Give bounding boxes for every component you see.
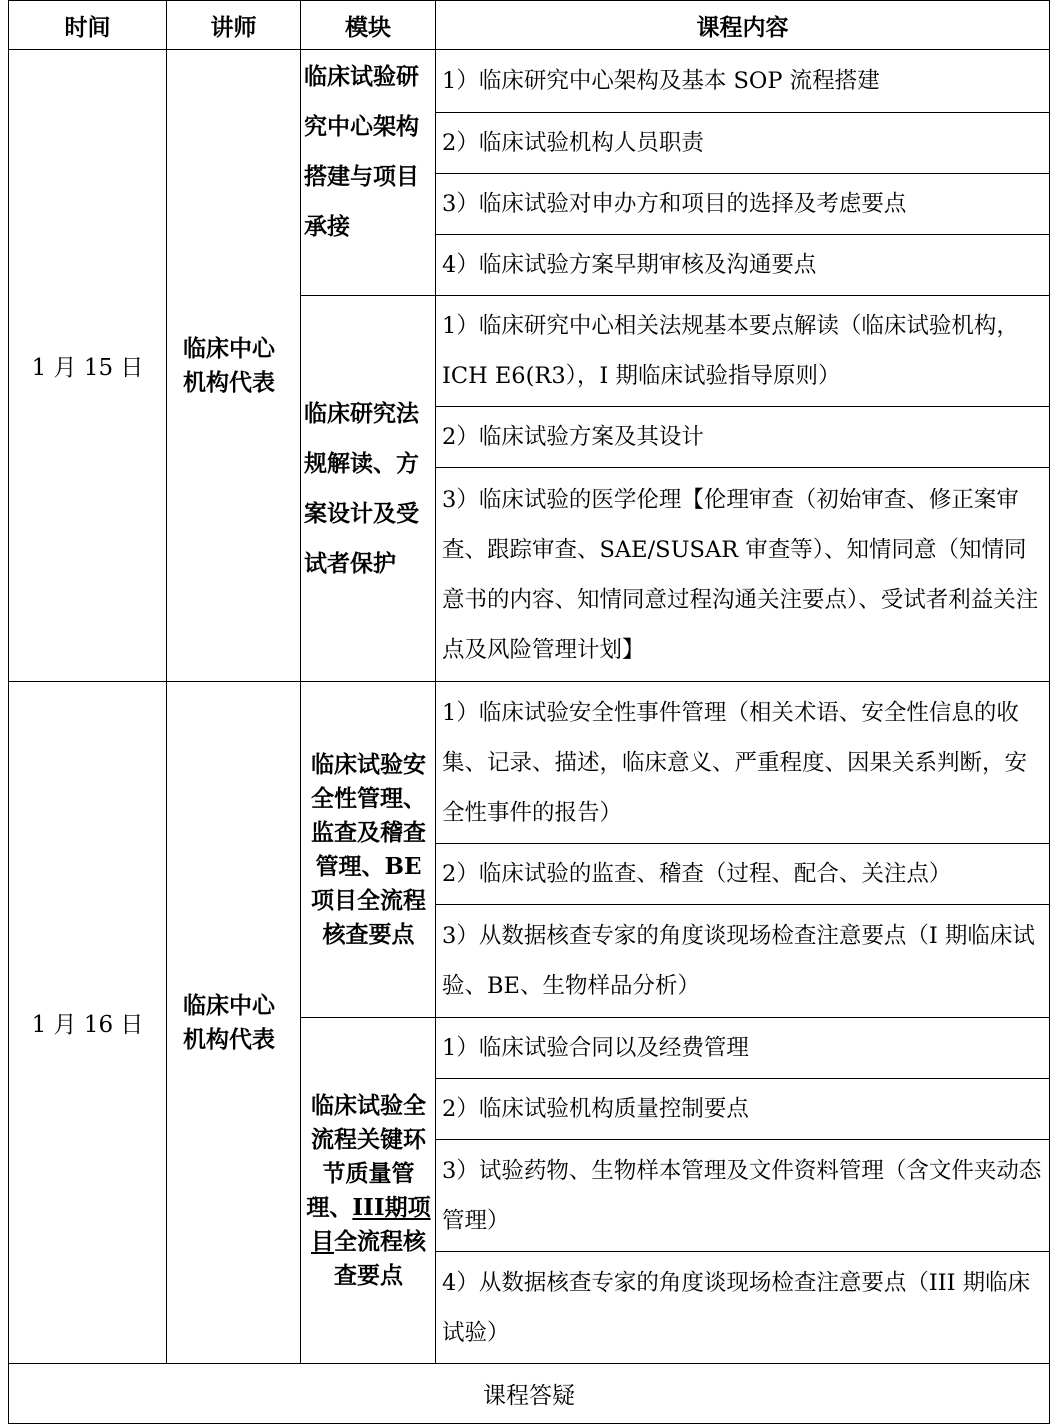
header-content: 课程内容 xyxy=(436,1,1050,50)
content-item: 1）临床研究中心相关法规基本要点解读（临床试验机构，ICH E6(R3），I 期临床试验指导原则） xyxy=(436,296,1050,407)
header-module: 模块 xyxy=(301,1,436,50)
module-line: 临床试验安 xyxy=(311,750,426,778)
header-teacher: 讲师 xyxy=(167,1,301,50)
module-line: 查要点 xyxy=(334,1261,403,1289)
content-item: 3）临床试验对申办方和项目的选择及考虑要点 xyxy=(436,174,1050,235)
content-item: 3）从数据核查专家的角度谈现场检查注意要点（I 期临床试验、BE、生物样品分析） xyxy=(436,905,1050,1018)
content-item: 1）临床研究中心架构及基本 SOP 流程搭建 xyxy=(436,50,1050,113)
content-item: 1）临床试验合同以及经费管理 xyxy=(436,1018,1050,1079)
module-line: 节质量管 xyxy=(322,1159,415,1187)
teacher-cell xyxy=(167,682,301,1364)
teacher-cell xyxy=(167,50,301,682)
module-text-underlined: 目 xyxy=(311,1227,334,1255)
module-line: 临床试验全 xyxy=(311,1091,426,1119)
content-item: 1）临床试验安全性事件管理（相关术语、安全性信息的收集、记录、描述，临床意义、严重程度、因果关系判断，安全性事件的报告） xyxy=(436,682,1050,844)
date-cell: 1 月 15 日 xyxy=(9,50,167,682)
content-item: 2）临床试验的监查、稽查（过程、配合、关注点） xyxy=(436,844,1050,905)
module-text-underlined: III期项 xyxy=(352,1193,431,1221)
qa-cell: 课程答疑 xyxy=(9,1364,1050,1424)
content-item: 4）从数据核查专家的角度谈现场检查注意要点（III 期临床试验） xyxy=(436,1252,1050,1364)
module-cell: 临床研究法规解读、方案设计及受试者保护 xyxy=(301,296,436,682)
module-line: 监查及稽查 xyxy=(311,818,426,846)
header-row xyxy=(9,1,1050,50)
module-cell xyxy=(301,1018,436,1364)
module-line: 管理、BE xyxy=(315,852,422,880)
content-item: 3）试验药物、生物样本管理及文件资料管理（含文件夹动态管理） xyxy=(436,1140,1050,1252)
teacher-line: 机构代表 xyxy=(183,368,275,396)
module-line xyxy=(304,1191,433,1225)
module-text: 理、 xyxy=(306,1193,353,1221)
module-line: 全性管理、 xyxy=(311,784,426,812)
teacher-line: 临床中心 xyxy=(183,334,275,362)
teacher-line: 机构代表 xyxy=(183,1025,275,1053)
module-line: 项目全流程 xyxy=(311,886,426,914)
table-row xyxy=(9,50,1050,113)
module-text: 全流程核 xyxy=(334,1227,426,1255)
content-item: 2）临床试验机构质量控制要点 xyxy=(436,1079,1050,1140)
header-time: 时间 xyxy=(9,1,167,50)
content-item: 2）临床试验机构人员职责 xyxy=(436,113,1050,174)
content-item: 2）临床试验方案及其设计 xyxy=(436,407,1050,468)
module-line xyxy=(304,1225,433,1259)
module-line: 流程关键环 xyxy=(311,1125,426,1153)
course-schedule-table xyxy=(8,0,1050,1424)
module-line: 核查要点 xyxy=(322,920,415,948)
module-cell xyxy=(301,682,436,1018)
footer-row xyxy=(9,1364,1050,1424)
content-item: 3）临床试验的医学伦理【伦理审查（初始审查、修正案审查、跟踪审查、SAE/SUSAR 审查等）、知情同意（知情同意书的内容、知情同意过程沟通关注要点）、受试者利益关注点及风险管理计划】 xyxy=(436,468,1050,682)
table-row xyxy=(9,682,1050,844)
date-cell: 1 月 16 日 xyxy=(9,682,167,1364)
module-cell: 临床试验研究中心架构搭建与项目承接 xyxy=(301,50,436,296)
teacher-line: 临床中心 xyxy=(183,991,275,1019)
content-item: 4）临床试验方案早期审核及沟通要点 xyxy=(436,235,1050,296)
